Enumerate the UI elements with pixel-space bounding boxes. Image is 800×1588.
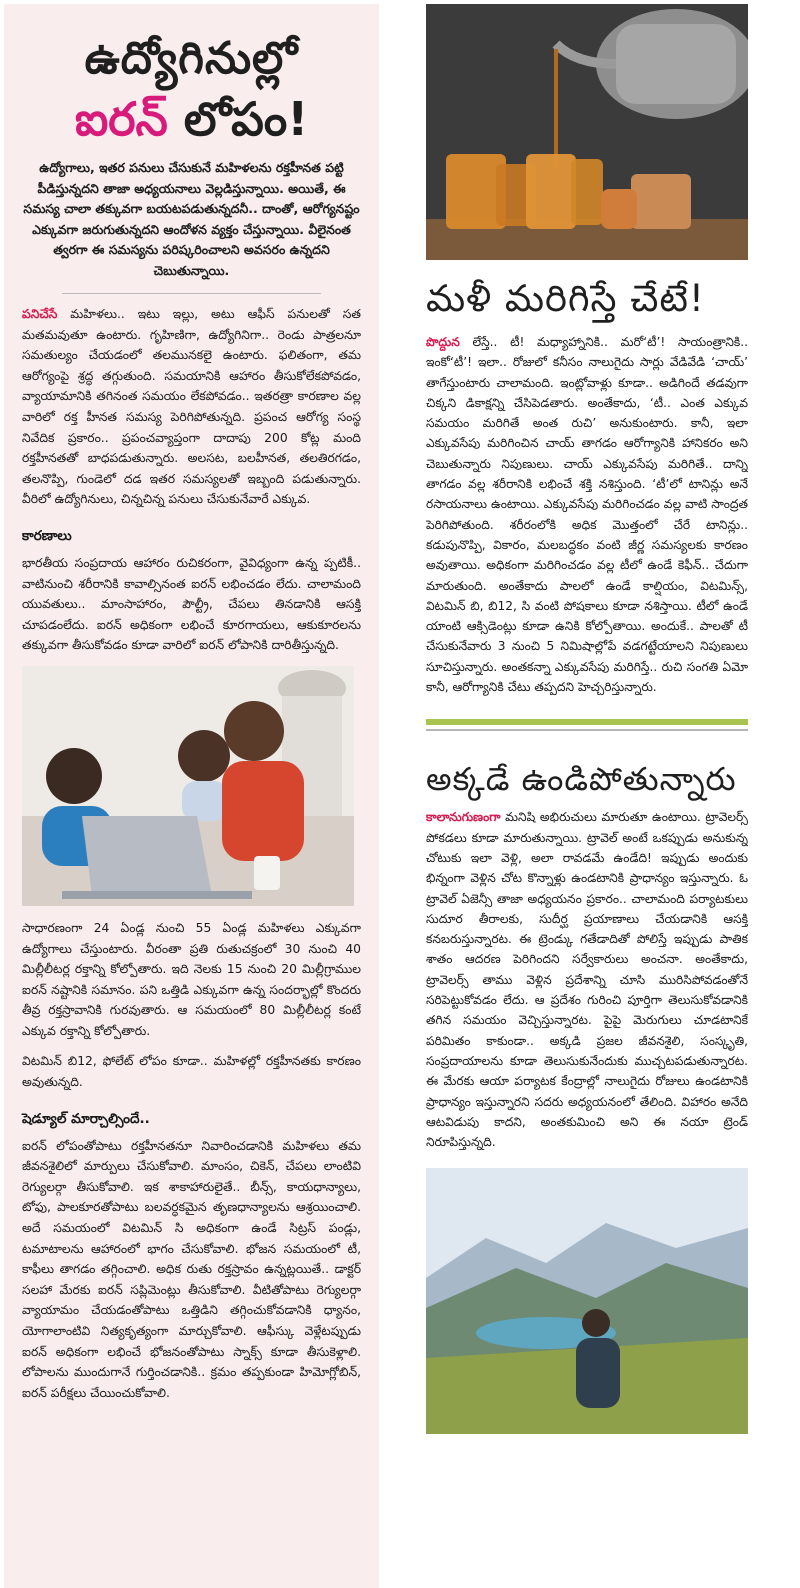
mountain-photo-illustration [426, 1168, 748, 1434]
right-travel-text: మనిషి అభిరుచులు మారుతూ ఉంటాయి. ట్రావెలర్స్ పోకడలు కూడా మారుతున్నాయి. ట్రావెల్ అంటే ఒకప్పుడు అనుకున్న చోటుకు ఇలా వెళ్లి, అలా రావడమే ఉండేది! ఇప్పుడు అందుకు భిన్నంగా వెళ్లిన చోట కొన్నాళ్లు ఉండటానికి ప్రాధాన్యం ఇస్తున్నారు. ఓ ట్రావెల్ ఏజెన్సీ తాజా అధ్యయనం ప్రకారం.. చాలామంది పర్యాటకులు సుదూర తీరాలకు, సుదీర్ఘ ప్రయాణాలు చేయడానికి ఆసక్తి కనబరుస్తున్నారట. ఈ ట్రెండ్కు గతేడాదితో పోలిస్తే ఇప్పుడు పాతిక శాతం ఆదరణ పెరిగిందని సర్వేకారులు అంచనా. అంతేకాదు, ట్రావెలర్స్ తాము వెళ్లిన ప్రదేశాన్ని చూసి మురిసిపోవడంతోనే సరిపెట్టుకోవడం లేదు. ఆ ప్రదేశం గురించి పూర్తిగా తెలుసుకోవడానికి తగిన సమయం వెచ్చిస్తున్నారట. పైపై మెరుగులు చూడటానికే పరిమితం కాకుండా.. అక్కడి ప్రజల జీవనశైలి, సంస్కృతి, సంప్రదాయాలను కూడా తెలుసుకునేందుకు ముచ్చటపడుతున్నారట. ఈ మేరకు ఆయా పర్యాటక కేంద్రాల్లో నాలుగైదు రోజులు ఉండటానికి ప్రాధాన్యం ఇస్తున్నారని సదరు అధ్యయనంలో తేలింది. విహారం అనేది ఆటవిడుపు కాదని, అంతకుమించి అని ఈ నయా ట్రెండ్ నిరూపిస్తున్నది. [426, 810, 748, 1150]
office-photo-illustration [22, 666, 354, 906]
left-para3: సాధారణంగా 24 ఏండ్ల నుంచి 55 ఏండ్ల మహిళలు ఎక్కువగా ఉద్యోగాలు చేస్తుంటారు. వీరంతా ప్రతి రుతుచక్రంలో 30 నుంచి 40 మిల్లీలీటర్ల రక్తాన్ని కోల్పోతారు. ఇది నెలకు 15 నుంచి 20 మిల్లీగ్రాముల ఐరన్ నష్టానికి సమానం. పని ఒత్తిడి ఎక్కువగా ఉన్న సందర్భాల్లో కొందరు తీవ్ర రక్తస్రావానికి గురవుతారు. ఆ సమయంలో 80 మిల్లీలీటర్ల కంటే ఎక్కువ రక్తాన్ని కోల్పోతారు. [22, 920, 361, 1038]
right-travel-body [426, 807, 748, 1152]
left-headline-rest: లోపం! [167, 92, 309, 146]
left-para5: ఐరన్ లోపంతోపాటు రక్తహీనతనూ నివారించడానికి మహిళలు తమ జీవనశైలిలో మార్పులు చేసుకోవాలి. మాంసం, చికెన్, చేపలు లాంటివి రెగ్యులర్గా తీసుకోవాలి. ఇక శాకాహారులైతే.. బీన్స్, కాయధాన్యాలు, టోఫు, పాలకూరతోపాటు బలవర్ధకమైన తృణధాన్యాలను ఆశ్రయించాలి. అదే సమయంలో విటమిన్ సి అధికంగా ఉండే సిట్రస్ పండ్లు, టమాటాలను ఆహారంలో భాగం చేసుకోవాలి. భోజన సమయంలో టీ, కాఫీలు తాగడం తగ్గించాలి. అధిక రుతు రక్తస్రావం ఉన్నట్లయితే.. డాక్టర్ సలహా మేరకు ఐరన్ సప్లిమెంట్లు తీసుకోవాలి. వీటితోపాటు రెగ్యులర్గా వ్యాయామం చేయడంతోపాటు ఒత్తిడిని తగ్గించుకోవడానికి ధ్యానం, యోగాలాంటివి నిత్యకృత్యంగా మార్చుకోవాలి. ఆఫీస్కు వెళ్లేటప్పుడు ఐరన్ అధికంగా లభించే భోజనంతోపాటు స్నాక్స్ కూడా తీసుకెళ్లాలి. లోపాలను ముందుగానే గుర్తించడానికి.. క్రమం తప్పకుండా హిమోగ్లోబిన్, ఐరన్ పరీక్షలు చేయించుకోవాలి. [22, 1138, 361, 1400]
right-column [426, 4, 748, 1588]
left-headline-line1: ఉద్యోగినుల్లో [84, 33, 299, 84]
left-para1 [22, 304, 361, 510]
left-para1-lead: పనిచేసే [22, 307, 58, 321]
right-tea-lead: పొద్దున [426, 335, 460, 349]
left-divider [62, 293, 321, 294]
left-headline-line2 [22, 88, 361, 150]
left-subhead-schedule: షెడ్యూల్ మార్చాల్సిందే.. [22, 1110, 150, 1127]
left-para1-text: మహిళలు.. ఇటు ఇల్లు, అటు ఆఫీస్ పనులతో సత మతమవుతూ ఉంటారు. గృహిణిగా, ఉద్యోగినిగా.. రెండు పాత్రలనూ సమతుల్యం చేయడంలో తలమునకలై ఉంటారు. ఫలితంగా, తమ ఆరోగ్యంపై శ్రద్ధ తగ్గుతుంది. సమయానికి ఆహారం తీసుకోలేకపోవడం, వ్యాయామానికి తగినంత సమయం లేకపోవడం.. ఇతరత్రా కారణాల వల్ల వారిలో రక్త హీనత సమస్య పెరిగిపోతున్నది. ప్రపంచ ఆరోగ్య సంస్థ నివేదిక ప్రకారం.. ప్రపంచవ్యాప్తంగా దాదాపు 200 కోట్ల మంది రక్తహీనతతో బాధపడుతున్నారు. అలసట, బలహీనత, తలతిరగడం, తలనొప్పి, గుండెలో దడ ఇతర సమస్యలతో ఇబ్బంది పడుతున్నారు. వీరిలో ఉద్యోగినులు, చిన్నచిన్న పనులు చేసుకునేవారే ఎక్కువ. [22, 307, 361, 507]
left-article [4, 4, 379, 1588]
grey-rule [426, 729, 748, 731]
right-headline-travel: అక్కడే ఉండిపోతున్నారు [426, 760, 737, 799]
tea-photo [426, 4, 748, 260]
office-photo [22, 666, 354, 906]
right-travel-lead: కాలానుగుణంగా [426, 810, 501, 825]
green-rule [426, 719, 748, 725]
left-para2: భారతీయ సంప్రదాయ ఆహారం రుచికరంగా, వైవిధ్యంగా ఉన్న ప్పటికీ.. వాటినుంచి శరీరానికి కావాల్సినంత ఐరన్ లభించడం లేదు. చాలామంది యువతులు.. మాంసాహారం, పౌల్ట్రీ, చేపలు తినడానికి ఆసక్తి చూపడంలేదు. ఐరన్ అధికంగా లభించే కూరగాయలు, ఆకుకూరలను తక్కువగా తీసుకోవడం కూడా వారిలో ఐరన్ లోపానికి దారితీస్తున్నది. [22, 555, 361, 653]
right-tea-text: లేస్తే.. టీ! మధ్యాహ్నానికి.. మరో‘టీ’! సాయంత్రానికి.. ఇంకో‘టీ’! ఇలా.. రోజులో కనీసం నాలుగైదు సార్లు వేడివేడి ‘చాయ్’ తాగేస్తుంటారు చాలామంది. ఇంట్లోవాళ్లు కూడా.. అడిగిందే తడవుగా చిక్కని డికాక్షన్ని చేసిపెడతారు. అంతేకాదు, ‘టీ.. ఎంత ఎక్కువ సమయం మరిగితే అంత రుచి’ అనుకుంటారు. కానీ, ఇలా ఎక్కువసేపు మరిగించిన చాయ్ తాగడం ఆరోగ్యానికి హానికరం అని చెబుతున్నారు నిపుణులు. చాయ్ ఎక్కువసేపు మరిగితే.. దాన్ని తాగడం వల్ల శరీరానికి లభించే శక్తి నశిస్తుంది. ‘టీ’లో టానిన్లు అనే రసాయనాలు ఉంటాయి. ఎక్కువసేపు మరిగించడం వల్ల వాటి సాంద్రత పెరిగిపోతుంది. శరీరంలోకి అధిక మొత్తంలో చేరే టానిన్లు.. కడుపునొప్పి, వికారం, మలబద్ధకం వంటి జీర్ణ సమస్యలకు కారణం అవుతాయి. అధికంగా మరిగించడం వల్ల టీలో ఉండే కెఫీన్.. చేదుగా మారుతుంది. అంతేకాదు పాలలో ఉండే కాల్షియం, విటమిన్స్, విటమిన్ బి, బి12, సి వంటి పోషకాలు కూడా నశిస్తాయి. టీలో ఉండే యాంటి ఆక్సిడెంట్లు కూడా ఉనికి కోల్పోతాయి. అందుకే.. పాలతో టీ చేసుకునేవారు 3 నుంచి 5 నిమిషాల్లోపే వడగట్టేయాలని నిపుణులు సూచిస్తున్నారు. అంతకన్నా ఎక్కువసేపు మరిగిస్తే.. రుచి సంగతి ఏమో కానీ, ఆరోగ్యానికి చేటు తప్పదని హెచ్చరిస్తున్నారు. [426, 335, 748, 695]
right-tea-body [426, 332, 748, 697]
right-headline-tea: మళీ మరిగిస్తే చేటే! [426, 277, 705, 320]
left-headline-accent: ఐరన్ [74, 92, 168, 146]
left-subhead-causes: కారణాలు [22, 527, 72, 544]
tea-photo-illustration [426, 4, 748, 260]
mountain-photo [426, 1168, 748, 1434]
left-para4: విటమిన్ బి12, ఫోలేట్ లోపం కూడా.. మహిళల్లో రక్తహీనతకు కారణం అవుతున్నది. [22, 1054, 361, 1090]
left-intro: ఉద్యోగాలు, ఇతర పనులు చేసుకునే మహిళలను రక్తహీనత పట్టి పీడిస్తున్నదని తాజా అధ్యయనాలు వెల్లడిస్తున్నాయి. అయితే, ఈ సమస్య చాలా తక్కువగా బయటపడుతున్నదనీ.. దాంతో, ఆరోగ్యనష్టం ఎక్కువగా జరుగుతున్నదని ఆందోళన వ్యక్తం చేస్తున్నాయి. వీలైనంత త్వరగా ఈ సమస్యను పరిష్కరించాలని అవసరం ఉన్నదని చెబుతున్నాయి. [23, 160, 360, 278]
